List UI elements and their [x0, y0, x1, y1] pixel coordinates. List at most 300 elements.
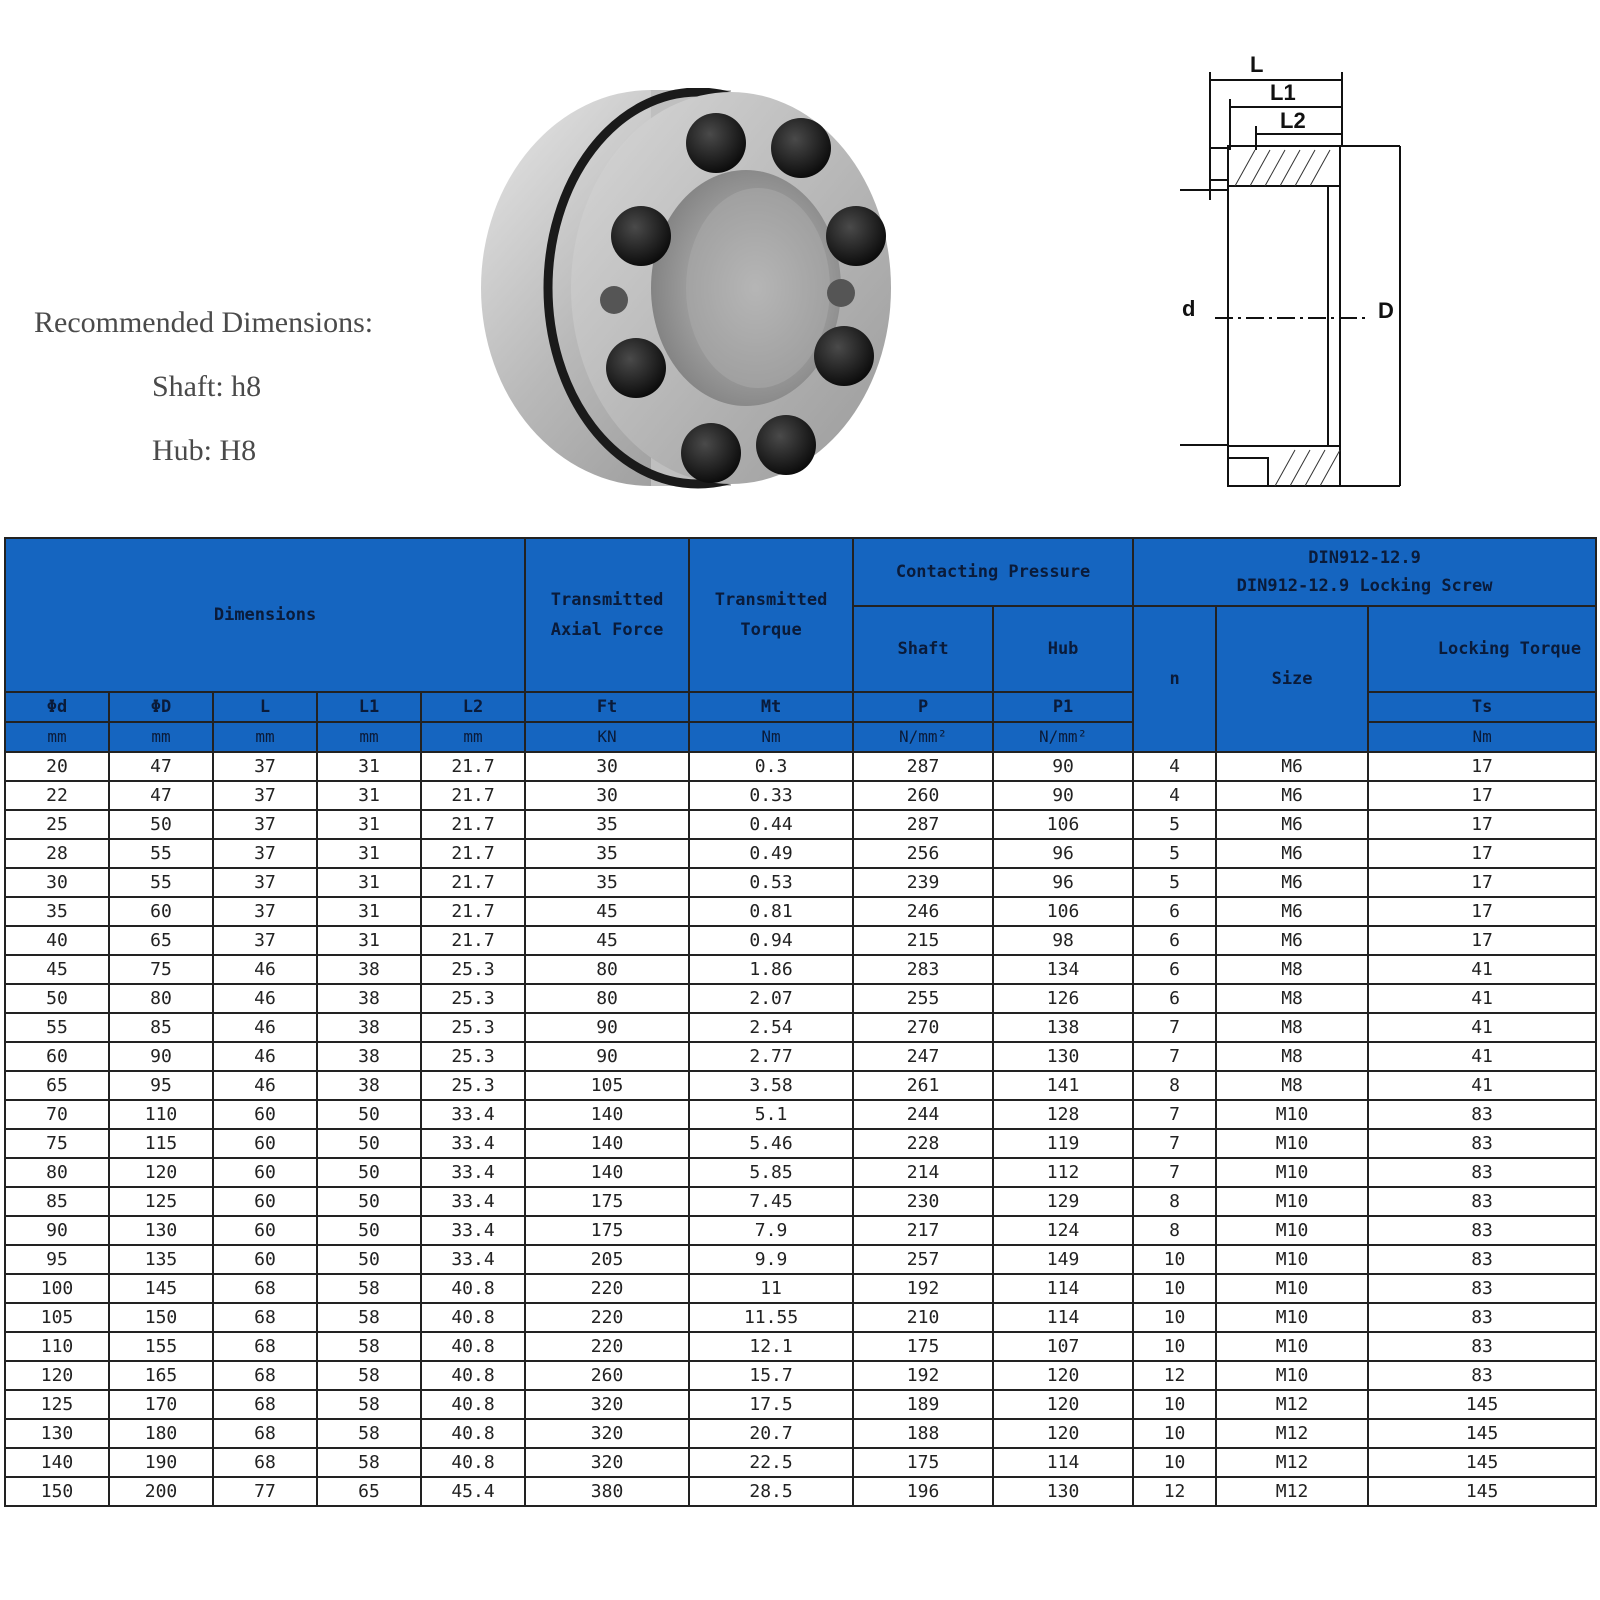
- table-cell: 196: [853, 1477, 993, 1506]
- table-cell: 37: [213, 897, 317, 926]
- table-cell: M6: [1216, 810, 1368, 839]
- table-cell: 35: [525, 839, 689, 868]
- header-locking-torque: Locking Torque: [1368, 606, 1596, 692]
- table-cell: 90: [525, 1013, 689, 1042]
- unit-cell: mm: [213, 722, 317, 752]
- table-cell: 2.77: [689, 1042, 853, 1071]
- table-cell: 46: [213, 955, 317, 984]
- table-cell: 190: [109, 1448, 213, 1477]
- table-cell: 110: [109, 1100, 213, 1129]
- table-cell: 41: [1368, 1042, 1596, 1071]
- table-cell: 31: [317, 897, 421, 926]
- table-cell: 140: [525, 1158, 689, 1187]
- header-screw-n: n: [1133, 606, 1216, 752]
- table-cell: 38: [317, 984, 421, 1013]
- table-cell: 33.4: [421, 1158, 525, 1187]
- table-cell: 105: [5, 1303, 109, 1332]
- unit-cell: N/mm²: [853, 722, 993, 752]
- table-cell: M8: [1216, 1071, 1368, 1100]
- table-cell: 125: [109, 1187, 213, 1216]
- dim-d-label: d: [1182, 296, 1196, 321]
- table-cell: 11: [689, 1274, 853, 1303]
- symbol-cell: Mt: [689, 692, 853, 722]
- table-cell: 129: [993, 1187, 1133, 1216]
- table-row: [5, 1448, 1596, 1477]
- table-cell: 68: [213, 1448, 317, 1477]
- table-cell: 110: [5, 1332, 109, 1361]
- table-cell: 90: [5, 1216, 109, 1245]
- table-cell: 150: [5, 1477, 109, 1506]
- unit-cell: Nm: [689, 722, 853, 752]
- table-row: [5, 1274, 1596, 1303]
- table-cell: 170: [109, 1390, 213, 1419]
- table-cell: 58: [317, 1361, 421, 1390]
- table-cell: 37: [213, 810, 317, 839]
- table-cell: 175: [853, 1448, 993, 1477]
- table-cell: 41: [1368, 955, 1596, 984]
- table-cell: 85: [5, 1187, 109, 1216]
- table-cell: M8: [1216, 955, 1368, 984]
- table-cell: 38: [317, 1071, 421, 1100]
- table-cell: 380: [525, 1477, 689, 1506]
- table-cell: 31: [317, 781, 421, 810]
- table-cell: 145: [1368, 1419, 1596, 1448]
- table-cell: 83: [1368, 1332, 1596, 1361]
- table-row: [5, 1216, 1596, 1245]
- table-row: [5, 984, 1596, 1013]
- table-cell: 140: [5, 1448, 109, 1477]
- table-cell: 0.53: [689, 868, 853, 897]
- table-cell: 10: [1133, 1448, 1216, 1477]
- table-cell: 256: [853, 839, 993, 868]
- table-cell: 0.94: [689, 926, 853, 955]
- table-cell: 192: [853, 1361, 993, 1390]
- table-cell: 50: [317, 1187, 421, 1216]
- table-cell: 17.5: [689, 1390, 853, 1419]
- table-cell: 22.5: [689, 1448, 853, 1477]
- table-cell: 28: [5, 839, 109, 868]
- table-cell: 120: [5, 1361, 109, 1390]
- table-cell: 320: [525, 1390, 689, 1419]
- table-cell: M10: [1216, 1332, 1368, 1361]
- symbol-cell: P1: [993, 692, 1133, 722]
- table-cell: M10: [1216, 1245, 1368, 1274]
- table-cell: 40.8: [421, 1390, 525, 1419]
- table-cell: 80: [525, 984, 689, 1013]
- table-cell: M8: [1216, 984, 1368, 1013]
- table-cell: 83: [1368, 1100, 1596, 1129]
- table-cell: 17: [1368, 868, 1596, 897]
- table-cell: 41: [1368, 1071, 1596, 1100]
- table-cell: 124: [993, 1216, 1133, 1245]
- table-cell: 120: [109, 1158, 213, 1187]
- table-cell: 83: [1368, 1216, 1596, 1245]
- table-cell: 75: [109, 955, 213, 984]
- table-row: [5, 1303, 1596, 1332]
- cross-section-drawing: [1180, 50, 1440, 510]
- screw-icon: [826, 206, 886, 266]
- table-cell: 114: [993, 1274, 1133, 1303]
- table-cell: 6: [1133, 926, 1216, 955]
- table-cell: 50: [317, 1158, 421, 1187]
- table-cell: 47: [109, 752, 213, 781]
- table-cell: 50: [317, 1100, 421, 1129]
- table-cell: 115: [109, 1129, 213, 1158]
- table-row: [5, 1158, 1596, 1187]
- table-cell: 35: [525, 810, 689, 839]
- table-cell: 21.7: [421, 839, 525, 868]
- table-cell: 220: [525, 1303, 689, 1332]
- table-cell: 10: [1133, 1419, 1216, 1448]
- table-cell: 70: [5, 1100, 109, 1129]
- table-cell: 77: [213, 1477, 317, 1506]
- table-cell: 261: [853, 1071, 993, 1100]
- table-cell: 120: [993, 1361, 1133, 1390]
- table-cell: 5: [1133, 868, 1216, 897]
- table-cell: 175: [525, 1216, 689, 1245]
- table-cell: 38: [317, 1042, 421, 1071]
- table-cell: 96: [993, 868, 1133, 897]
- table-cell: 210: [853, 1303, 993, 1332]
- table-cell: 7: [1133, 1100, 1216, 1129]
- table-cell: 40.8: [421, 1303, 525, 1332]
- table-cell: 35: [525, 868, 689, 897]
- table-cell: 58: [317, 1274, 421, 1303]
- table-cell: 40.8: [421, 1361, 525, 1390]
- table-row: [5, 1419, 1596, 1448]
- table-cell: 149: [993, 1245, 1133, 1274]
- table-cell: 10: [1133, 1303, 1216, 1332]
- table-cell: 65: [109, 926, 213, 955]
- table-cell: 8: [1133, 1187, 1216, 1216]
- dim-D-label: D: [1378, 298, 1394, 323]
- table-cell: 155: [109, 1332, 213, 1361]
- table-row: [5, 1187, 1596, 1216]
- table-cell: 5.85: [689, 1158, 853, 1187]
- table-cell: 320: [525, 1419, 689, 1448]
- table-cell: 60: [213, 1129, 317, 1158]
- table-cell: 21.7: [421, 781, 525, 810]
- table-row: [5, 1042, 1596, 1071]
- table-cell: 189: [853, 1390, 993, 1419]
- table-cell: 50: [317, 1129, 421, 1158]
- table-row: [5, 955, 1596, 984]
- table-cell: 31: [317, 810, 421, 839]
- table-cell: 257: [853, 1245, 993, 1274]
- table-cell: 37: [213, 926, 317, 955]
- table-cell: 98: [993, 926, 1133, 955]
- table-cell: M8: [1216, 1042, 1368, 1071]
- table-cell: 50: [317, 1216, 421, 1245]
- table-cell: 55: [5, 1013, 109, 1042]
- table-cell: M8: [1216, 1013, 1368, 1042]
- table-cell: 0.33: [689, 781, 853, 810]
- table-cell: 90: [109, 1042, 213, 1071]
- table-cell: 68: [213, 1390, 317, 1419]
- table-cell: 25.3: [421, 1013, 525, 1042]
- table-cell: 141: [993, 1071, 1133, 1100]
- table-cell: M12: [1216, 1390, 1368, 1419]
- table-row: [5, 752, 1596, 781]
- table-cell: 33.4: [421, 1216, 525, 1245]
- table-cell: 287: [853, 810, 993, 839]
- table-cell: 83: [1368, 1187, 1596, 1216]
- table-cell: 60: [213, 1100, 317, 1129]
- dim-L1-label: L1: [1270, 80, 1296, 105]
- table-cell: 80: [5, 1158, 109, 1187]
- table-cell: 6: [1133, 955, 1216, 984]
- table-cell: 138: [993, 1013, 1133, 1042]
- table-cell: 33.4: [421, 1129, 525, 1158]
- table-cell: 105: [525, 1071, 689, 1100]
- table-cell: M6: [1216, 781, 1368, 810]
- table-cell: 25.3: [421, 1042, 525, 1071]
- table-cell: 2.07: [689, 984, 853, 1013]
- table-cell: 60: [213, 1187, 317, 1216]
- table-cell: 80: [525, 955, 689, 984]
- table-cell: 145: [1368, 1477, 1596, 1506]
- table-cell: 5.46: [689, 1129, 853, 1158]
- table-cell: M10: [1216, 1158, 1368, 1187]
- table-cell: 68: [213, 1274, 317, 1303]
- table-cell: 255: [853, 984, 993, 1013]
- table-cell: 10: [1133, 1274, 1216, 1303]
- table-cell: 21.7: [421, 810, 525, 839]
- table-cell: 320: [525, 1448, 689, 1477]
- table-cell: 12.1: [689, 1332, 853, 1361]
- table-cell: 134: [993, 955, 1133, 984]
- symbol-cell: L: [213, 692, 317, 722]
- symbol-cell: Ts: [1368, 692, 1596, 722]
- table-cell: 58: [317, 1390, 421, 1419]
- table-cell: M10: [1216, 1100, 1368, 1129]
- table-row: [5, 1245, 1596, 1274]
- table-cell: 246: [853, 897, 993, 926]
- table-cell: 5.1: [689, 1100, 853, 1129]
- table-cell: 58: [317, 1448, 421, 1477]
- table-cell: 106: [993, 810, 1133, 839]
- table-cell: 83: [1368, 1158, 1596, 1187]
- table-cell: 45: [5, 955, 109, 984]
- table-cell: M6: [1216, 752, 1368, 781]
- unit-cell: mm: [317, 722, 421, 752]
- table-cell: 80: [109, 984, 213, 1013]
- table-cell: 21.7: [421, 752, 525, 781]
- table-cell: 85: [109, 1013, 213, 1042]
- table-cell: 287: [853, 752, 993, 781]
- locking-assembly-image: [476, 88, 906, 498]
- unit-cell: mm: [421, 722, 525, 752]
- table-cell: 140: [525, 1129, 689, 1158]
- table-cell: 175: [525, 1187, 689, 1216]
- table-cell: 46: [213, 984, 317, 1013]
- table-cell: 40: [5, 926, 109, 955]
- table-cell: 114: [993, 1303, 1133, 1332]
- table-row: [5, 1013, 1596, 1042]
- table-cell: 17: [1368, 839, 1596, 868]
- table-cell: 6: [1133, 897, 1216, 926]
- unit-cell: mm: [5, 722, 109, 752]
- table-cell: 130: [109, 1216, 213, 1245]
- table-row: [5, 1477, 1596, 1506]
- unit-cell: KN: [525, 722, 689, 752]
- table-cell: 150: [109, 1303, 213, 1332]
- table-cell: 17: [1368, 926, 1596, 955]
- table-cell: 220: [525, 1274, 689, 1303]
- table-cell: 130: [5, 1419, 109, 1448]
- header-pressure-shaft: Shaft: [853, 606, 993, 692]
- table-cell: 40.8: [421, 1419, 525, 1448]
- table-cell: 4: [1133, 781, 1216, 810]
- table-cell: 25.3: [421, 984, 525, 1013]
- header-screw-size: Size: [1216, 606, 1368, 752]
- table-cell: 40.8: [421, 1274, 525, 1303]
- table-cell: 31: [317, 752, 421, 781]
- table-row: [5, 1390, 1596, 1419]
- table-cell: 120: [993, 1419, 1133, 1448]
- table-cell: 260: [853, 781, 993, 810]
- symbol-cell: L1: [317, 692, 421, 722]
- table-cell: 33.4: [421, 1187, 525, 1216]
- table-row: [5, 839, 1596, 868]
- header-contact-pressure: Contacting Pressure: [853, 538, 1133, 606]
- table-cell: 45: [525, 926, 689, 955]
- table-cell: 11.55: [689, 1303, 853, 1332]
- table-row: [5, 810, 1596, 839]
- screw-icon: [606, 338, 666, 398]
- unit-cell: mm: [109, 722, 213, 752]
- table-cell: 165: [109, 1361, 213, 1390]
- recommended-title: Recommended Dimensions:: [34, 306, 374, 339]
- table-cell: M12: [1216, 1448, 1368, 1477]
- table-cell: 30: [525, 781, 689, 810]
- table-cell: 83: [1368, 1245, 1596, 1274]
- table-cell: 68: [213, 1361, 317, 1390]
- table-cell: 41: [1368, 1013, 1596, 1042]
- screw-icon: [681, 423, 741, 483]
- table-cell: 112: [993, 1158, 1133, 1187]
- table-cell: 28.5: [689, 1477, 853, 1506]
- table-cell: 175: [853, 1332, 993, 1361]
- table-row: [5, 926, 1596, 955]
- table-cell: 22: [5, 781, 109, 810]
- table-cell: 119: [993, 1129, 1133, 1158]
- table-cell: 12: [1133, 1361, 1216, 1390]
- screw-icon: [814, 326, 874, 386]
- table-row: [5, 897, 1596, 926]
- table-row: [5, 1071, 1596, 1100]
- header-locking-screw: DIN912-12.9 DIN912-12.9 Locking Screw: [1133, 538, 1596, 606]
- table-cell: 37: [213, 868, 317, 897]
- table-cell: 8: [1133, 1071, 1216, 1100]
- table-cell: 0.49: [689, 839, 853, 868]
- table-cell: 21.7: [421, 926, 525, 955]
- table-cell: 114: [993, 1448, 1133, 1477]
- table-cell: 55: [109, 839, 213, 868]
- table-cell: M10: [1216, 1303, 1368, 1332]
- table-cell: 50: [109, 810, 213, 839]
- table-cell: 7: [1133, 1013, 1216, 1042]
- table-cell: 180: [109, 1419, 213, 1448]
- table-cell: 239: [853, 868, 993, 897]
- table-cell: 50: [5, 984, 109, 1013]
- table-cell: 7: [1133, 1158, 1216, 1187]
- table-cell: 15.7: [689, 1361, 853, 1390]
- table-cell: 20: [5, 752, 109, 781]
- table-cell: 10: [1133, 1245, 1216, 1274]
- table-cell: 68: [213, 1332, 317, 1361]
- table-cell: 145: [109, 1274, 213, 1303]
- hub-tolerance: Hub: H8: [152, 434, 257, 467]
- table-row: [5, 1361, 1596, 1390]
- dim-L-label: L: [1250, 52, 1264, 77]
- table-cell: 83: [1368, 1129, 1596, 1158]
- table-cell: 5: [1133, 810, 1216, 839]
- table-cell: M12: [1216, 1419, 1368, 1448]
- table-cell: 35: [5, 897, 109, 926]
- table-cell: 50: [317, 1245, 421, 1274]
- table-cell: 120: [993, 1390, 1133, 1419]
- table-cell: 0.81: [689, 897, 853, 926]
- table-cell: M10: [1216, 1361, 1368, 1390]
- table-cell: 4: [1133, 752, 1216, 781]
- table-cell: 83: [1368, 1274, 1596, 1303]
- screw-icon: [611, 206, 671, 266]
- header-dimensions: Dimensions: [5, 538, 525, 692]
- table-cell: 217: [853, 1216, 993, 1245]
- table-cell: 83: [1368, 1361, 1596, 1390]
- symbol-cell: P: [853, 692, 993, 722]
- pullout-hole-icon: [600, 286, 628, 314]
- shaft-tolerance: Shaft: h8: [152, 370, 262, 403]
- table-cell: 60: [109, 897, 213, 926]
- table-cell: 9.9: [689, 1245, 853, 1274]
- table-cell: 68: [213, 1303, 317, 1332]
- table-row: [5, 868, 1596, 897]
- table-cell: 60: [213, 1245, 317, 1274]
- table-row: [5, 1100, 1596, 1129]
- table-cell: M10: [1216, 1216, 1368, 1245]
- table-cell: 107: [993, 1332, 1133, 1361]
- table-cell: 31: [317, 839, 421, 868]
- table-cell: 270: [853, 1013, 993, 1042]
- header-torque: Transmitted Torque: [689, 538, 853, 692]
- table-cell: 7: [1133, 1042, 1216, 1071]
- table-cell: 6: [1133, 984, 1216, 1013]
- table-cell: M12: [1216, 1477, 1368, 1506]
- table-cell: 260: [525, 1361, 689, 1390]
- table-cell: 100: [5, 1274, 109, 1303]
- table-cell: M6: [1216, 926, 1368, 955]
- symbol-cell: L2: [421, 692, 525, 722]
- table-cell: 31: [317, 868, 421, 897]
- table-cell: 47: [109, 781, 213, 810]
- header-axial-force: Transmitted Axial Force: [525, 538, 689, 692]
- table-cell: 37: [213, 752, 317, 781]
- screw-icon: [686, 113, 746, 173]
- table-cell: 20.7: [689, 1419, 853, 1448]
- table-cell: 60: [213, 1216, 317, 1245]
- table-cell: 46: [213, 1013, 317, 1042]
- table-cell: 215: [853, 926, 993, 955]
- table-cell: 7.45: [689, 1187, 853, 1216]
- table-cell: M6: [1216, 868, 1368, 897]
- table-cell: 90: [993, 781, 1133, 810]
- table-cell: 214: [853, 1158, 993, 1187]
- table-cell: 244: [853, 1100, 993, 1129]
- table-cell: 283: [853, 955, 993, 984]
- table-cell: 30: [5, 868, 109, 897]
